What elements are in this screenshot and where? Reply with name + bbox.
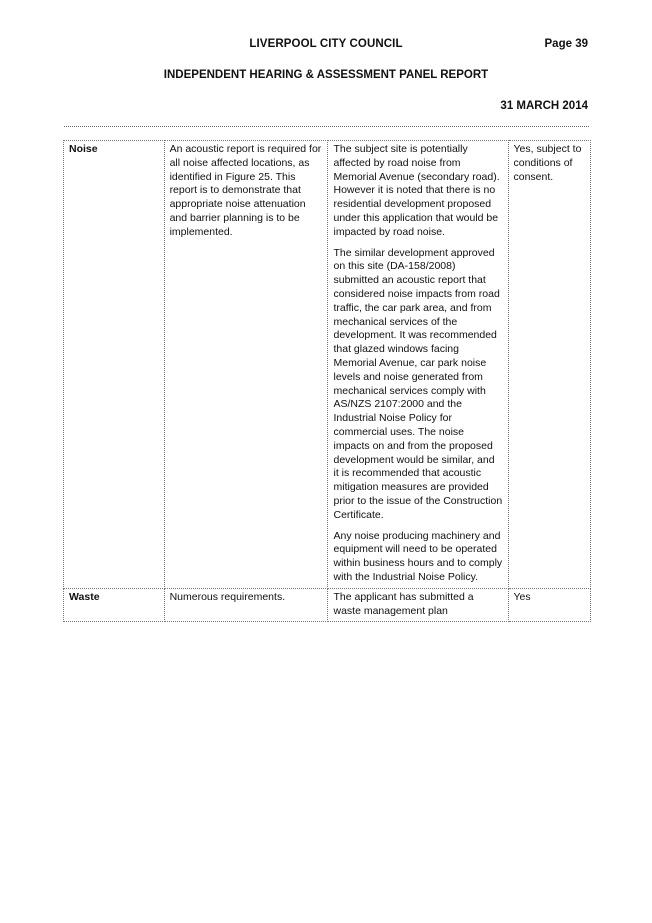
category-cell: Waste (64, 588, 165, 622)
council-name: LIVERPOOL CITY COUNCIL (249, 38, 403, 50)
requirement-cell: Numerous requirements. (164, 588, 328, 622)
compliance-cell: Yes, subject to conditions of consent. (508, 141, 591, 589)
comment-paragraph: Any noise producing machinery and equipment will need to be operated within business hours and to comply with the Industrial Noise Policy. (333, 529, 503, 583)
table-row-waste (64, 588, 591, 622)
category-cell: Noise (64, 141, 165, 589)
comment-paragraph: The subject site is potentially affected by road noise from Memorial Avenue (secondary road). However it is noted that there is no residential development proposed under this application that would be impacted by road noise. (333, 143, 500, 238)
header-divider (64, 126, 589, 127)
report-title: INDEPENDENT HEARING & ASSESSMENT PANEL REPORT (163, 69, 489, 81)
page-number: Page 39 (544, 38, 588, 50)
comment-cell (328, 588, 508, 622)
comment-paragraph: The similar development approved on this site (DA-158/2008) submitted an acoustic report that considered noise impacts from road traffic, the car park area, and from mechanical services of the development. It was recommended that glazed windows facing Memorial Avenue, car park noise levels and noise generated from mechanical services comply with AS/NZS 2107:2000 and the Industrial Noise Policy for commercial uses. The noise impacts on and from the proposed development would be similar, and it is recommended that acoustic mitigation measures are provided prior to the issue of the Construction Certificate. (333, 246, 503, 521)
compliance-cell: Yes (508, 588, 591, 622)
compliance-table (63, 140, 591, 622)
comment-paragraph: The applicant has submitted a waste management plan (333, 590, 474, 617)
requirement-cell: An acoustic report is required for all noise affected locations, as identified in Figure 25. This report is to demonstrate that appropriate noise attenuation and barrier planning is to be implemented. (164, 141, 328, 589)
comment-cell (328, 141, 508, 589)
table-row-noise (64, 141, 591, 589)
report-date: 31 MARCH 2014 (500, 100, 588, 112)
